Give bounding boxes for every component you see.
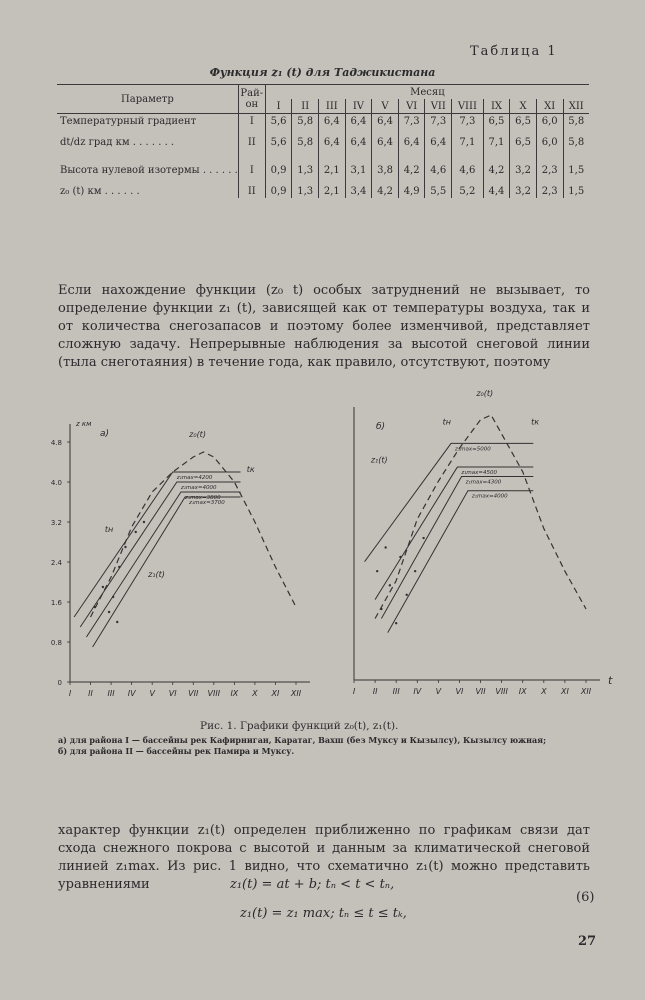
table-row: [57, 184, 589, 198]
x-tick-label: VIII: [495, 687, 508, 696]
series-line: [365, 443, 534, 561]
month-header: I: [265, 99, 292, 114]
row-region: I: [238, 156, 265, 184]
x-tick-label: XI: [560, 687, 569, 696]
table-cell: 3,2: [510, 184, 537, 198]
series-label: z₁max=4300: [465, 479, 502, 486]
table-cell: 5,5: [425, 184, 452, 198]
figure-note-a: а) для района I — бассейны рек Кафирниган, Каратаг, Вахш (без Муксу и Кызылсу), Кызылсу южная;: [58, 735, 547, 745]
table-cell: 6,5: [510, 114, 537, 129]
table-label: Таблица 1: [470, 44, 558, 59]
month-header: III: [319, 99, 346, 114]
table-cell: 3,1: [345, 156, 372, 184]
data-point: [389, 584, 391, 586]
header-month: Месяц: [265, 85, 589, 100]
table-cell: 6,0: [536, 128, 563, 156]
table-cell: 0,9: [265, 156, 292, 184]
x-tick-label: V: [149, 689, 155, 698]
series-line: [388, 491, 534, 633]
table-cell: 2,3: [536, 184, 563, 198]
annotation: tн: [104, 525, 114, 534]
series-line: [74, 472, 240, 617]
row-param: dt/dz град км . . . . . . .: [60, 136, 175, 148]
table-cell: 3,4: [345, 184, 372, 198]
table-cell: 5,6: [265, 128, 292, 156]
x-tick-label: VI: [455, 687, 464, 696]
data-point: [384, 546, 386, 548]
row-param: Температурный градиент: [60, 115, 197, 127]
data-point: [118, 566, 120, 568]
table-cell: 3,2: [510, 156, 537, 184]
data-point: [399, 556, 401, 558]
y-tick-label: 3.2: [50, 519, 62, 527]
x-tick-label: XII: [580, 687, 592, 696]
row-region: II: [238, 184, 265, 198]
data-point: [395, 622, 397, 624]
row-param: z₀ (t) км . . . . . .: [60, 185, 140, 197]
annotation: tн: [442, 417, 451, 427]
row-region: II: [238, 128, 265, 156]
table-cell: 5,6: [265, 114, 292, 129]
page-number: 27: [578, 934, 597, 949]
data-point: [143, 521, 145, 523]
data-point: [422, 537, 424, 539]
data-point: [135, 531, 137, 533]
month-header: VIII: [452, 99, 484, 114]
table-cell: 5,8: [563, 114, 589, 129]
x-tick-label: IX: [518, 687, 527, 696]
x-tick-label: X: [252, 689, 258, 698]
table-cell: 5,8: [292, 114, 319, 129]
data-point: [112, 596, 114, 598]
annotation: z₁(t): [370, 455, 388, 465]
row-region: I: [238, 114, 265, 129]
series-label: z₁max=3700: [189, 500, 225, 506]
series-line: [93, 497, 241, 647]
paragraph-2: характер функции z₁(t) определен приближенно по графикам связи дат схода снежного покрова с высотой и данным за климатической снеговой линией z₁max. Из рис. 1 видно, что схематично z₁(t) можно представить уравнениями: [58, 823, 590, 892]
table-cell: 7,1: [452, 128, 484, 156]
x-tick-label: XI: [271, 689, 280, 698]
header-param: Параметр: [121, 93, 174, 105]
series-label: z₁max=4200: [176, 475, 213, 481]
x-tick-label: II: [372, 687, 378, 696]
table-title: Функция z₁ (t) для Таджикистана: [209, 66, 436, 79]
x-tick-label: IX: [230, 689, 239, 698]
x-tick-label: XII: [290, 689, 302, 698]
chart-b: [340, 375, 640, 695]
table-cell: 1,5: [563, 184, 589, 198]
figure-caption: Рис. 1. Графики функций z₀(t), z₁(t).: [200, 720, 399, 732]
y-tick-label: 4.8: [50, 439, 62, 447]
month-header: XI: [536, 99, 563, 114]
table-cell: 2,3: [536, 156, 563, 184]
series-line: [375, 467, 533, 600]
table-cell: 2,1: [319, 156, 346, 184]
table-cell: 5,8: [292, 128, 319, 156]
table-cell: 1,5: [563, 156, 589, 184]
series-label: z₁max=4500: [461, 470, 498, 477]
table-cell: 4,6: [425, 156, 452, 184]
annotation: tк: [531, 417, 540, 427]
row-param: Высота нулевой изотермы . . . . . .: [60, 164, 238, 176]
data-point: [414, 570, 416, 572]
x-axis-label: t: [608, 674, 613, 687]
table-cell: 6,4: [372, 114, 399, 129]
header-region: Рай-он: [238, 85, 265, 114]
month-header: II: [292, 99, 319, 114]
table-cell: 6,4: [345, 114, 372, 129]
table-cell: 7,3: [452, 114, 484, 129]
table-cell: 6,5: [483, 114, 510, 129]
series-label: z₁max=5000: [455, 446, 491, 453]
table-cell: 6,4: [425, 128, 452, 156]
table-row: [57, 128, 589, 156]
y-tick-label: 0.8: [50, 639, 62, 647]
figure-note-b: б) для района II — бассейны рек Памира и Муксу.: [58, 746, 295, 756]
table-row: [57, 156, 589, 184]
x-tick-label: IV: [413, 687, 422, 696]
annotation: tк: [246, 465, 255, 474]
x-tick-label: VII: [475, 687, 486, 696]
table-cell: 0,9: [265, 184, 292, 198]
figure-notes: [58, 735, 590, 757]
paragraph-1: Если нахождение функции (z₀ t) особых затруднений не вызывает, то определение функции z₁ (t), зависящей как от температуры воздуха, так и от количества снегозапасов и поэтому более изменчивой, представляет сложную задачу. Непрерывные наблюдения за высотой снеговой линии (тыла снеготаяния) в течение года, как правило, отсутствуют, поэтому: [58, 283, 590, 370]
equation-number: (6): [576, 890, 595, 905]
table-cell: 6,0: [536, 114, 563, 129]
y-tick-label: 1.6: [50, 599, 62, 607]
table-cell: 1,3: [292, 184, 319, 198]
data-point: [376, 570, 378, 572]
month-header: VI: [398, 99, 425, 114]
month-header: IV: [345, 99, 372, 114]
table-cell: 6,4: [345, 128, 372, 156]
month-header: IX: [483, 99, 510, 114]
equation-1: z₁(t) = at + b; tₙ < t < tₙ,: [230, 877, 395, 892]
table-cell: 1,3: [292, 156, 319, 184]
annotation: z₀(t): [476, 389, 494, 399]
table-cell: 6,4: [398, 128, 425, 156]
x-tick-label: II: [88, 689, 93, 698]
x-tick-label: V: [435, 687, 442, 696]
data-table: [57, 84, 589, 198]
month-header: XII: [563, 99, 589, 114]
table-cell: 7,3: [425, 114, 452, 129]
table-cell: 4,2: [483, 156, 510, 184]
table-cell: 5,8: [563, 128, 589, 156]
table-cell: 6,5: [510, 128, 537, 156]
month-header: X: [510, 99, 537, 114]
x-tick-label: X: [541, 687, 547, 696]
y-tick-label: 0: [57, 679, 62, 687]
x-tick-label: III: [107, 689, 115, 698]
y-axis-label: z км: [76, 420, 92, 428]
table-cell: 6,4: [372, 128, 399, 156]
table-row: [57, 114, 589, 129]
data-point: [93, 606, 95, 608]
x-tick-label: I: [352, 687, 356, 696]
data-point: [124, 546, 126, 548]
series-label: z₁max=3800: [184, 495, 221, 501]
table-cell: 5,2: [452, 184, 484, 198]
equation-2: z₁(t) = z₁ max; tₙ ≤ t ≤ tₖ,: [240, 906, 407, 921]
data-point: [102, 586, 104, 588]
x-tick-label: III: [392, 687, 400, 696]
table-cell: 4,9: [398, 184, 425, 198]
month-header: V: [372, 99, 399, 114]
x-tick-label: I: [68, 689, 72, 698]
y-tick-label: 2.4: [50, 559, 62, 567]
series-label: z₁max=4000: [180, 485, 217, 491]
table-cell: 4,6: [452, 156, 484, 184]
table-cell: 4,2: [372, 184, 399, 198]
series-line: [381, 477, 533, 619]
x-tick-label: VII: [188, 689, 199, 698]
data-point: [116, 621, 118, 623]
table-cell: 4,4: [483, 184, 510, 198]
data-point: [108, 611, 110, 613]
x-tick-label: IV: [127, 689, 136, 698]
table-cell: 6,4: [319, 114, 346, 129]
table-cell: 6,4: [319, 128, 346, 156]
x-tick-label: VI: [168, 689, 177, 698]
data-point: [380, 608, 382, 610]
data-point: [406, 594, 408, 596]
series-label: z₁max=4000: [471, 493, 508, 500]
x-tick-label: VIII: [207, 689, 221, 698]
table-cell: 2,1: [319, 184, 346, 198]
table-cell: 3,8: [372, 156, 399, 184]
annotation: z₀(t): [189, 430, 206, 439]
chart-a: [40, 392, 340, 712]
table-cell: 7,1: [483, 128, 510, 156]
table-cell: 4,2: [398, 156, 425, 184]
y-tick-label: 4.0: [50, 479, 62, 487]
panel-label: а): [100, 429, 110, 439]
panel-label: б): [376, 422, 386, 432]
annotation: z₁(t): [148, 570, 165, 579]
table-cell: 7,3: [398, 114, 425, 129]
month-header: VII: [425, 99, 452, 114]
